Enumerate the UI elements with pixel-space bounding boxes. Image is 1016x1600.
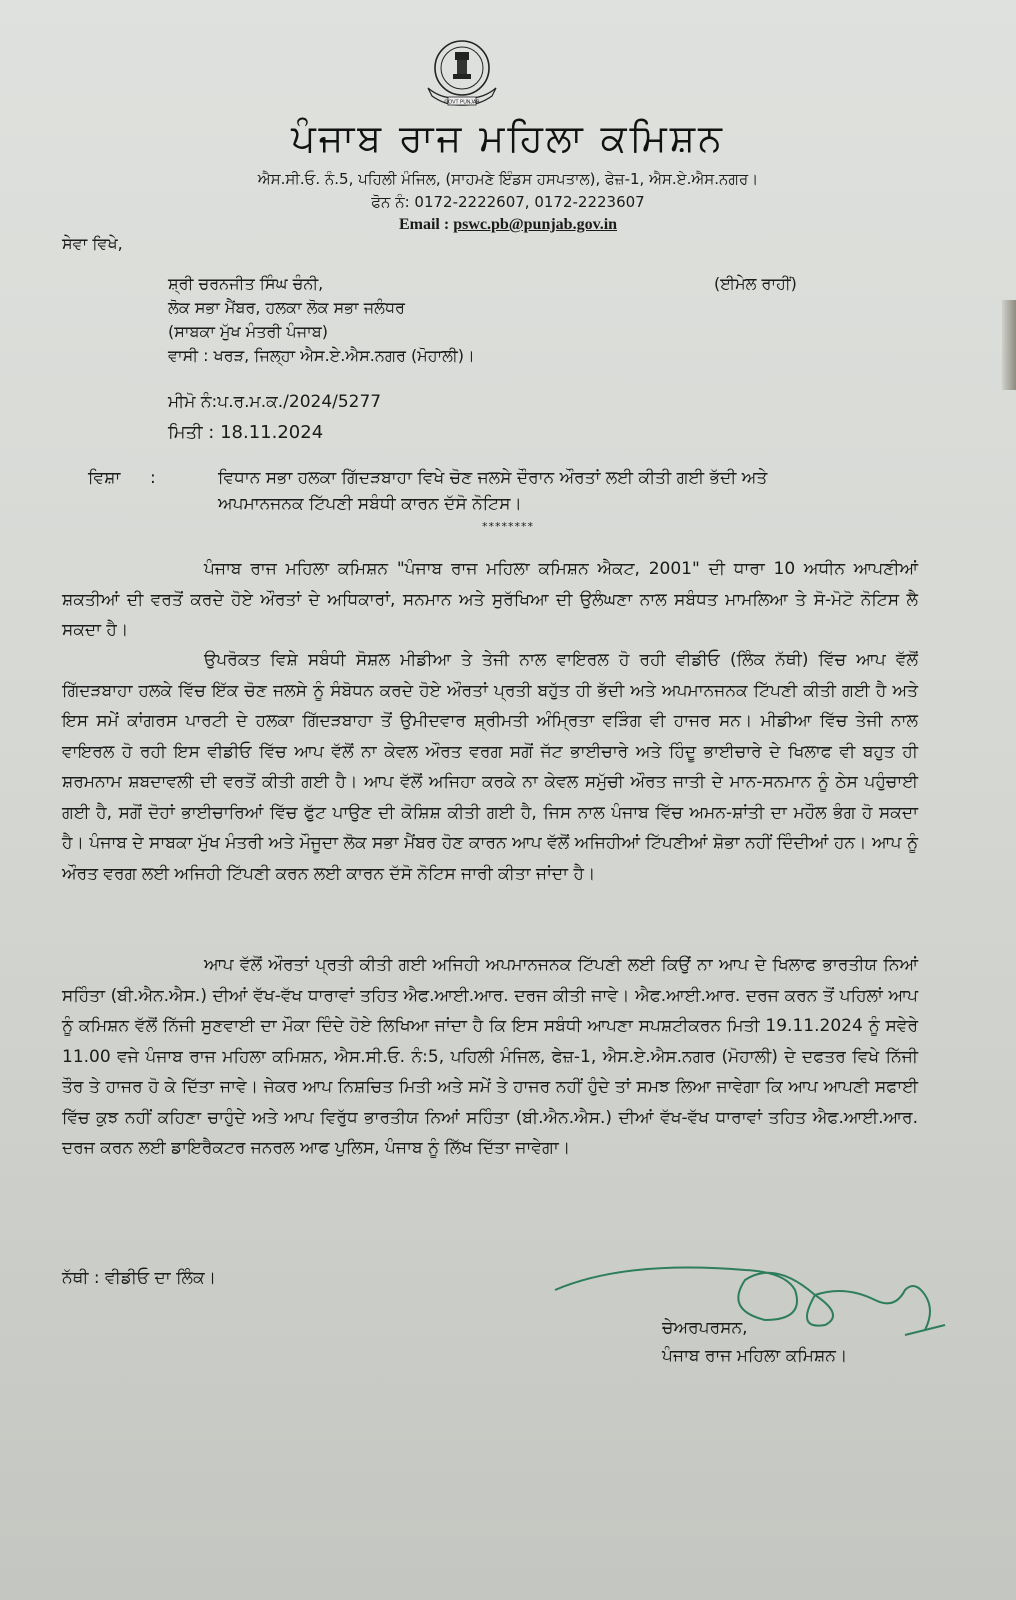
salutation: ਸੇਵਾ ਵਿਖੇ,: [62, 234, 123, 253]
delivery-mode: (ਈਮੇਲ ਰਾਹੀਂ): [714, 274, 797, 293]
memo-date: ਮਿਤੀ : 18.11.2024: [168, 422, 324, 443]
recipient-name: ਸ਼੍ਰੀ ਚਰਨਜੀਤ ਸਿੰਘ ਚੰਨੀ,: [168, 274, 324, 293]
chairperson-signature: [545, 1250, 985, 1350]
enclosure-note: ਨੱਥੀ : ਵੀਡੀਓ ਦਾ ਲਿੰਕ।: [62, 1268, 217, 1288]
subject-line-2: ਅਪਮਾਨਜਨਕ ਟਿੱਪਣੀ ਸਬੰਧੀ ਕਾਰਨ ਦੱਸੋ ਨੋਟਿਸ।: [218, 494, 522, 514]
subject-line-1: ਵਿਧਾਨ ਸਭਾ ਹਲਕਾ ਗਿੱਦੜਬਾਹਾ ਵਿਖੇ ਚੋਣ ਜਲਸੇ ਦੌਰਾਨ ਔਰਤਾਂ ਲਈ ਕੀਤੀ ਗਈ ਭੱਦੀ ਅਤੇ: [218, 468, 768, 488]
email-link[interactable]: pswc.pb@punjab.gov.in: [453, 216, 618, 233]
email-line: [0, 216, 1016, 234]
recipient-former-post: (ਸਾਬਕਾ ਮੁੱਖ ਮੰਤਰੀ ਪੰਜਾਬ): [168, 322, 328, 341]
subject-label: ਵਿਸ਼ਾ: [88, 468, 121, 488]
email-label: Email :: [398, 216, 454, 233]
signatory-designation: ਚੇਅਰਪਰਸਨ,: [662, 1318, 748, 1338]
recipient-designation: ਲੋਕ ਸਭਾ ਮੈਂਬਰ, ਹਲਕਾ ਲੋਕ ਸਭਾ ਜਲੰਧਰ: [168, 298, 405, 317]
body-paragraph-2: ਉਪਰੋਕਤ ਵਿਸ਼ੇ ਸਬੰਧੀ ਸੋਸ਼ਲ ਮੀਡੀਆ ਤੇ ਤੇਜੀ ਨਾਲ ਵਾਇਰਲ ਹੋ ਰਹੀ ਵੀਡੀਓ (ਲਿੰਕ ਨੱਥੀ) ਵਿੱਚ ਆਪ ਵੱਲੋਂ ਗਿੱਦੜਬਾਹਾ ਹਲਕੇ ਵਿੱਚ ਇੱਕ ਚੋਣ ਜਲਸੇ ਨੂੰ ਸੰਬੋਧਨ ਕਰਦੇ ਹੋਏ ਔਰਤਾਂ ਪ੍ਰਤੀ ਬਹੁੱਤ ਹੀ ਭੱਦੀ ਅਤੇ ਅਪਮਾਨਜਨਕ ਟਿੱਪਣੀ ਕੀਤੀ ਗਈ ਹੈ ਅਤੇ ਇਸ ਸਮੇਂ ਕਾਂਗਰਸ ਪਾਰਟੀ ਦੇ ਹਲਕਾ ਗਿੱਦੜਬਾਹਾ ਤੋਂ ਉਮੀਦਵਾਰ ਸ਼੍ਰੀਮਤੀ ਅੰਮ੍ਰਿਤਾ ਵੜਿੰਗ ਵੀ ਹਾਜਰ ਸਨ। ਮੀਡੀਆ ਵਿੱਚ ਤੇਜੀ ਨਾਲ ਵਾਇਰਲ ਹੋ ਰਹੀ ਇਸ ਵੀਡੀਓ ਵਿੱਚ ਆਪ ਵੱਲੋਂ ਨਾ ਕੇਵਲ ਔਰਤ ਵਰਗ ਸਗੋਂ ਜੱਟ ਭਾਈਚਾਰੇ ਅਤੇ ਹਿੰਦੂ ਭਾਈਚਾਰੇ ਦੇ ਖਿਲਾਫ ਵੀ ਬਹੁਤ ਹੀ ਸ਼ਰਮਨਾਮ ਸ਼ਬਦਾਵਲੀ ਦੀ ਵਰਤੋਂ ਕੀਤੀ ਗਈ ਹੈ। ਆਪ ਵੱਲੋਂ ਅਜਿਹਾ ਕਰਕੇ ਨਾ ਕੇਵਲ ਸਮੁੱਚੀ ਔਰਤ ਜਾਤੀ ਦੇ ਮਾਨ-ਸਨਮਾਨ ਨੂੰ ਠੇਸ ਪਹੁੰਚਾਈ ਗਈ ਹੈ, ਸਗੋਂ ਦੋਹਾਂ ਭਾਈਚਾਰਿਆਂ ਵਿੱਚ ਫੁੱਟ ਪਾਉਣ ਦੀ ਕੋਸ਼ਿਸ਼ ਕੀਤੀ ਗਈ ਹੈ, ਜਿਸ ਨਾਲ ਪੰਜਾਬ ਵਿੱਚ ਅਮਨ-ਸ਼ਾਂਤੀ ਦਾ ਮਹੌਲ ਭੰਗ ਹੋ ਸਕਦਾ ਹੈ। ਪੰਜਾਬ ਦੇ ਸਾਬਕਾ ਮੁੱਖ ਮੰਤਰੀ ਅਤੇ ਮੌਜੂਦਾ ਲੋਕ ਸਭਾ ਮੈਂਬਰ ਹੋਣ ਕਾਰਨ ਆਪ ਵੱਲੋਂ ਅਜਿਹੀਆਂ ਟਿੱਪਣੀਆਂ ਸ਼ੋਭਾ ਨਹੀਂ ਦਿੰਦੀਆਂ ਹਨ। ਆਪ ਨੂੰ ਔਰਤ ਵਰਗ ਲਈ ਅਜਿਹੀ ਟਿੱਪਣੀ ਕਰਨ ਲਈ ਕਾਰਨ ਦੱਸੋ ਨੋਟਿਸ ਜਾਰੀ ਕੀਤਾ ਜਾਂਦਾ ਹੈ।: [62, 650, 918, 884]
memo-number: ਮੀਮੋ ਨੰ:ਪ.ਰ.ਮ.ਕ./2024/5277: [168, 392, 382, 412]
commission-title: ਪੰਜਾਬ ਰਾਜ ਮਹਿਲਾ ਕਮਿਸ਼ਨ: [291, 116, 725, 160]
signatory-organisation: ਪੰਜਾਬ ਰਾਜ ਮਹਿਲਾ ਕਮਿਸ਼ਨ।: [662, 1346, 848, 1366]
recipient-residence: ਵਾਸੀ : ਖਰੜ, ਜਿਲ੍ਹਾ ਐਸ.ਏ.ਐਸ.ਨਗਰ (ਮੋਹਾਲੀ)।: [168, 346, 475, 365]
phone-numbers: ਫੋਨ ਨੰ: 0172-2222607, 0172-2223607: [371, 193, 645, 211]
body-paragraph-3: ਆਪ ਵੱਲੋਂ ਔਰਤਾਂ ਪ੍ਰਤੀ ਕੀਤੀ ਗਈ ਅਜਿਹੀ ਅਪਮਾਨਜਨਕ ਟਿੱਪਣੀ ਲਈ ਕਿਉਂ ਨਾ ਆਪ ਦੇ ਖਿਲਾਫ ਭਾਰਤੀਯ ਨਿਆਂ ਸਹਿੰਤਾ (ਬੀ.ਐਨ.ਐਸ.) ਦੀਆਂ ਵੱਖ-ਵੱਖ ਧਾਰਾਵਾਂ ਤਹਿਤ ਐਫ.ਆਈ.ਆਰ. ਦਰਜ ਕੀਤੀ ਜਾਵੇ। ਐਫ.ਆਈ.ਆਰ. ਦਰਜ ਕਰਨ ਤੋਂ ਪਹਿਲਾਂ ਆਪ ਨੂੰ ਕਮਿਸ਼ਨ ਵੱਲੋਂ ਨਿੱਜੀ ਸੁਣਵਾਈ ਦਾ ਮੌਕਾ ਦਿੰਦੇ ਹੋਏ ਲਿਖਿਆ ਜਾਂਦਾ ਹੈ ਕਿ ਇਸ ਸਬੰਧੀ ਆਪਣਾ ਸਪਸ਼ਟੀਕਰਨ ਮਿਤੀ 19.11.2024 ਨੂੰ ਸਵੇਰੇ 11.00 ਵਜੇ ਪੰਜਾਬ ਰਾਜ ਮਹਿਲਾ ਕਮਿਸ਼ਨ, ਐਸ.ਸੀ.ਓ. ਨੰ:5, ਪਹਿਲੀ ਮੰਜਿਲ, ਫੇਜ਼-1, ਐਸ.ਏ.ਐਸ.ਨਗਰ (ਮੋਹਾਲੀ) ਦੇ ਦਫਤਰ ਵਿਖੇ ਨਿੱਜੀ ਤੌਰ ਤੇ ਹਾਜਰ ਹੋ ਕੇ ਦਿੱਤਾ ਜਾਵੇ। ਜੇਕਰ ਆਪ ਨਿਸ਼ਚਿਤ ਮਿਤੀ ਅਤੇ ਸਮੇਂ ਤੇ ਹਾਜਰ ਨਹੀਂ ਹੁੰਦੇ ਤਾਂ ਸਮਝ ਲਿਆ ਜਾਵੇਗਾ ਕਿ ਆਪ ਆਪਣੀ ਸਫਾਈ ਵਿੱਚ ਕੁਝ ਨਹੀਂ ਕਹਿਣਾ ਚਾਹੁੰਦੇ ਅਤੇ ਆਪ ਵਿਰੁੱਧ ਭਾਰਤੀਯ ਨਿਆਂ ਸਹਿੰਤਾ (ਬੀ.ਐਨ.ਐਸ.) ਦੀਆਂ ਵੱਖ-ਵੱਖ ਧਾਰਾਵਾਂ ਤਹਿਤ ਐਫ.ਆਈ.ਆਰ. ਦਰਜ ਕਰਨ ਲਈ ਡਾਇਰੈਕਟਰ ਜਨਰਲ ਆਫ ਪੁਲਿਸ, ਪੰਜਾਬ ਨੂੰ ਲਿੱਖ ਦਿੱਤਾ ਜਾਵੇਗਾ।: [62, 955, 918, 1158]
govt-punjab-emblem-icon: [422, 38, 502, 110]
separator: ********: [482, 520, 534, 533]
svg-text:GOVT PUNJAB: GOVT PUNJAB: [444, 99, 480, 106]
body-paragraph-1: ਪੰਜਾਬ ਰਾਜ ਮਹਿਲਾ ਕਮਿਸ਼ਨ "ਪੰਜਾਬ ਰਾਜ ਮਹਿਲਾ ਕਮਿਸ਼ਨ ਐਕਟ, 2001" ਦੀ ਧਾਰਾ 10 ਅਧੀਨ ਆਪਣੀਆਂ ਸ਼ਕਤੀਆਂ ਦੀ ਵਰਤੋਂ ਕਰਦੇ ਹੋਏ ਔਰਤਾਂ ਦੇ ਅਧਿਕਾਰਾਂ, ਸਨਮਾਨ ਅਤੇ ਸੁਰੱਖਿਆ ਦੀ ਉਲੰਘਣਾ ਨਾਲ ਸਬੰਧਤ ਮਾਮਲਿਆ ਤੇ ਸੋ-ਮੋਟੋ ਨੋਟਿਸ ਲੈ ਸਕਦਾ ਹੈ।: [62, 559, 918, 640]
paper-edge-shadow: [1002, 300, 1016, 390]
subject-colon: :: [150, 468, 156, 488]
office-address: ਐਸ.ਸੀ.ਓ. ਨੰ.5, ਪਹਿਲੀ ਮੰਜਿਲ, (ਸਾਹਮਣੇ ਇੰਡਸ ਹਸਪਤਾਲ), ਫੇਜ਼-1, ਐਸ.ਏ.ਐਸ.ਨਗਰ।: [257, 170, 759, 188]
